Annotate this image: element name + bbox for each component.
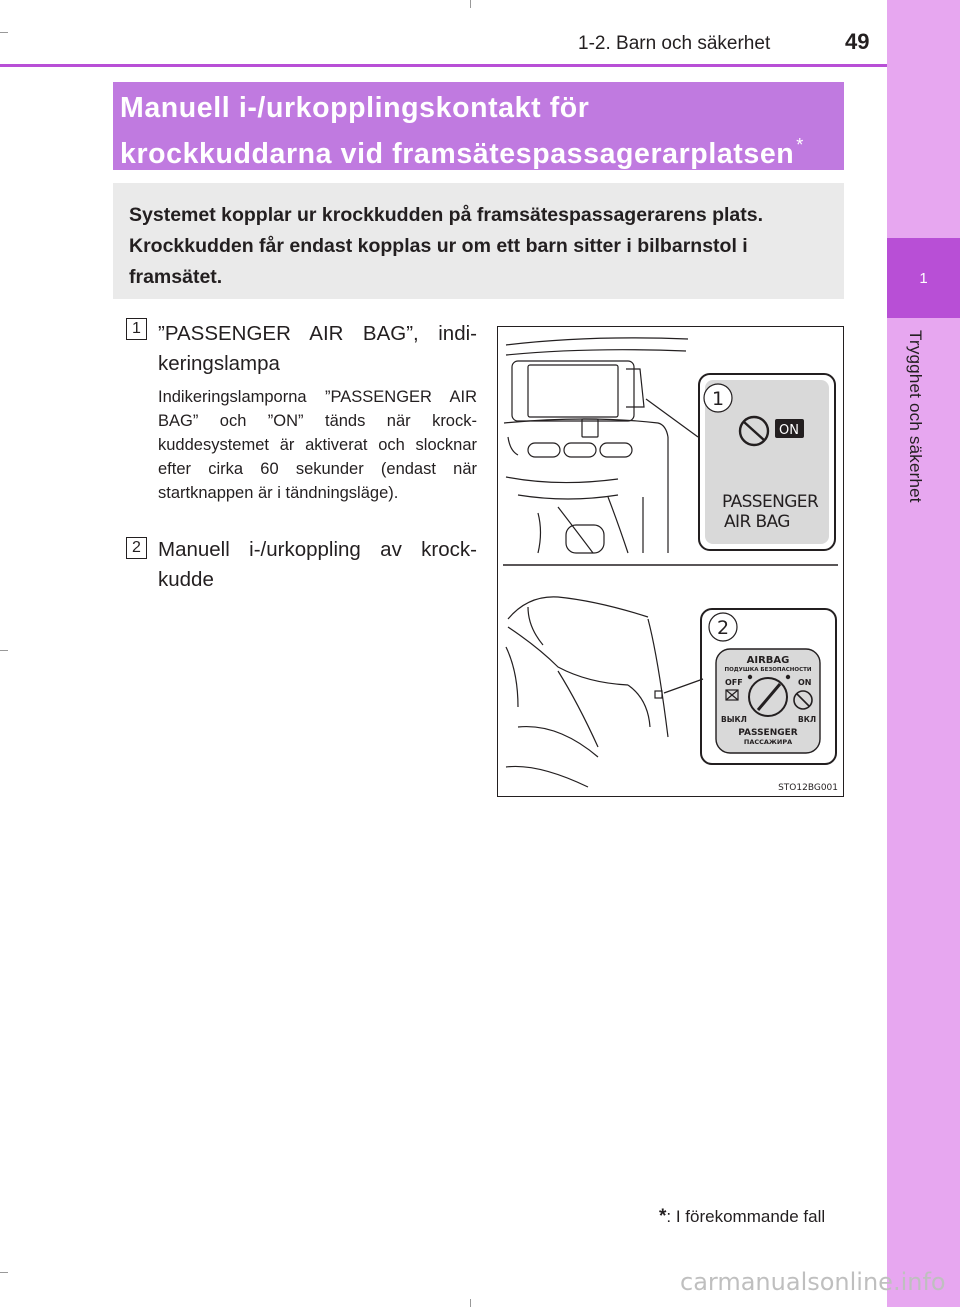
title-line-2-text: krockkuddarna vid framsätespassagerarplatsen [120,138,795,170]
callout-2-number: 2 [716,617,730,639]
intro-box: Systemet kopplar ur krockkudden på framsätespassagerarens plats. Krockkudden får endast kopplas ur om ett barn sitter i bilbarnstol i framsätet. [113,183,844,299]
crop-mark [470,0,471,8]
crop-mark [0,32,8,33]
switch-passenger-ru-label: ПАССАЖИРА [743,738,793,746]
passenger-label: PASSENGER [722,492,819,512]
item-number-1: 1 [126,318,147,340]
header-rule [0,64,887,67]
watermark: carmanualsonline.info [680,1268,946,1296]
switch-airbag-ru-label: ПОДУШКА БЕЗОПАСНОСТИ [724,667,812,673]
switch-off-ru-label: ВЫКЛ [721,715,747,724]
crop-mark [470,1299,471,1307]
footnote-text: : I förekommande fall [666,1207,826,1226]
item-2-title: Manuell i-/urkoppling av krockkudde [158,538,477,591]
switch-airbag-label: AIRBAG [746,655,790,666]
airbag-label: AIR BAG [724,512,790,532]
on-indicator-label: ON [779,423,799,438]
title-line-1: Manuell i-/urkopplingskontakt för [120,92,590,124]
chapter-tab[interactable] [887,238,960,318]
footnote-asterisk: * [659,1206,667,1227]
switch-on-ru-label: ВКЛ [798,715,817,724]
chapter-number: 1 [919,269,928,287]
chapter-sidebar [887,0,960,1307]
callout-1-number: 1 [711,388,725,410]
switch-passenger-label: PASSENGER [738,728,798,738]
footnote [659,1206,825,1228]
crop-mark [0,1272,8,1273]
section-title [113,82,844,170]
airbag-illustration [498,327,843,796]
item-1-title: ”PASSENGER AIR BAG”, indikeringslampa [158,322,477,375]
switch-on-label: ON [798,678,812,687]
item-1-description: Indikeringslamporna ”PASSENGER AIR BAG” och ”ON” tänds när krockkuddesystemet är aktiverat och slocknar efter cirka 60 sekunder (endast när startknappen är i tändningsläge). [158,388,477,502]
chapter-title: Trygghet och säkerhet [906,330,925,503]
running-head: 1-2. Barn och säkerhet [578,33,771,54]
asterisk-marker: * [796,135,804,155]
figure-code: STO12BG001 [778,783,838,793]
item-number-2: 2 [126,537,147,559]
page-number: 49 [845,29,870,54]
switch-off-label: OFF [725,678,743,687]
title-line-2 [120,127,844,173]
airbag-figure [497,326,844,797]
crop-mark [0,650,8,651]
